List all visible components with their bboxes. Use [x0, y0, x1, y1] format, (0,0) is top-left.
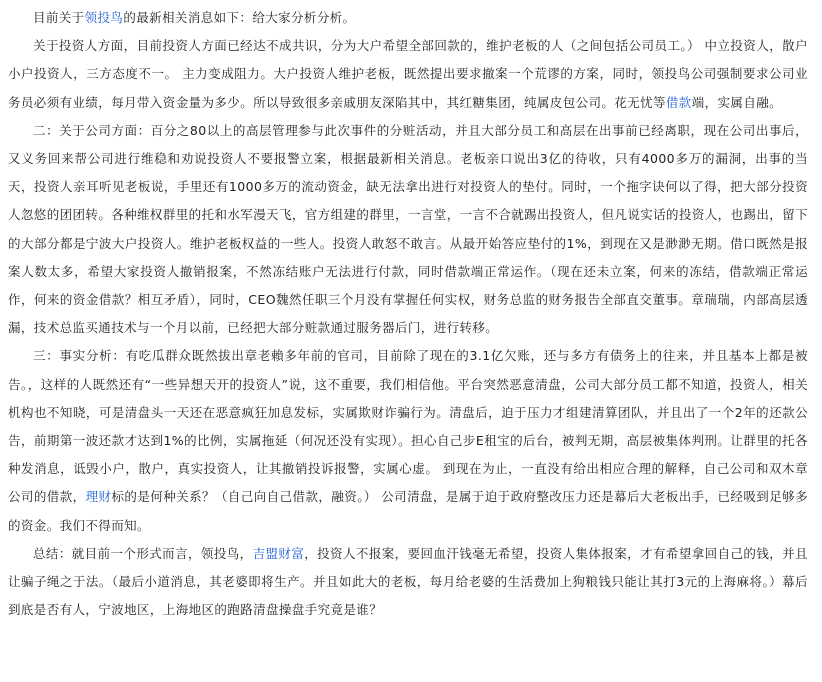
- summary-paragraph: [8, 540, 808, 625]
- facts-text-b: 标的是何种关系？（自己向自己借款，融资。） 公司清盘，是属于迫于政府整改压力还是幕后大老板出手，已经吸到足够多的资金。我们不得而知。: [8, 489, 808, 533]
- intro-text-after: 的最新相关消息如下：给大家分析分析。: [123, 10, 356, 25]
- jimeng-caifu-link[interactable]: 吉盟财富: [252, 545, 305, 561]
- investor-text-a: 关于投资人方面，目前投资人方面已经达不成共识，分为大户希望全部回款的，维护老板的人（之间包括公司员工。） 中立投资人，散户小户投资人，三方态度不一。 主力变成阻力。大户投资人维护老板，既然提出要求撤案一个荒谬的方案，同时，领投鸟公司强制要求公司业务员必须有业绩，每月带入资金量为多少。所以导致很多亲戚朋友深陷其中，其红糖集团，纯属皮包公司。花无忧等: [8, 38, 808, 110]
- investor-paragraph: [8, 32, 808, 117]
- licai-link[interactable]: 理财: [85, 489, 112, 505]
- company-paragraph: 二：关于公司方面：百分之80以上的高层管理参与此次事件的分赃活动，并且大部分员工和高层在出事前已经离职，现在公司出事后，又义务回来帮公司进行维稳和劝说投资人不要报警立案，根据最新相关消息。老板亲口说出3亿的待收，只有4000多万的漏洞，出事的当天，投资人亲耳听见老板说，手里还有1000多万的流动资金，缺无法拿出进行对投资人的垫付。同时，一个拖字诀何以了得，把大部分投资人忽悠的团团转。各种维权群里的托和水军漫天飞，官方组建的群里，一言堂，一言不合就踢出投资人，但凡说实话的投资人，也踢出，留下的大部分都是宁波大户投资人。维护老板权益的一些人。投资人敢怒不敢言。从最开始答应垫付的1%，到现在又是渺渺无期。借口既然是报案人数太多，希望大家投资人撤销报案，不然冻结账户无法进行付款，同时借款端正常运作。（现在还未立案，何来的冻结，借款端正常运作，何来的资金借款？相互矛盾），同时，CEO魏然任职三个月没有掌握任何实权，财务总监的财务报告全部直交董事。章瑞瑞，内部高层透漏，技术总监买通技术与一个月以前，已经把大部分赃款通过服务器后门，进行转移。: [8, 122, 808, 336]
- facts-paragraph: [8, 342, 808, 539]
- jiekuan-link[interactable]: 借款: [665, 94, 692, 110]
- facts-text-a: 三：事实分析：有吃瓜群众既然拔出章老賴多年前的官司，目前除了现在的3.1亿欠账，还与多方有债务上的往来，并且基本上都是被告。，这样的人既然还有“一些异想天开的投资人”说，这不重要，我们相信他。平台突然恶意清盘，公司大部分员工都不知道，投资人，相关机构也不知晓，可是清盘头一天还在恶意疯狂加息发标，实属欺财诈骗行为。清盘后，迫于压力才组建清算团队，并且出了一个2年的还款公告，前期第一波还款才达到1%的比例，实属拖延（何况还没有实现）。担心自己步E租宝的后台，被判无期，高层被集体判刑。让群里的托各种发消息，诋毁小户，散户，真实投资人，让其撤销投诉报警，实属心虚。 到现在为止，一直没有给出相应合理的解释，自己公司和双木章公司的借款，: [8, 348, 808, 505]
- summary-text-b: ，投资人不报案，要回血汗钱毫无希望，投资人集体报案，才有希望拿回自己的钱，并且让骗子绳之于法。（最后小道消息，其老婆即将生产。并且如此大的老板，每月给老婆的生活费加上狗粮钱只能让其打3元的上海麻将。）幕后到底是否有人，宁波地区，上海地区的跑路清盘操盘手究竟是谁？: [8, 545, 808, 618]
- intro-text-before: 目前关于: [33, 10, 85, 25]
- lingtouniao-link[interactable]: 领投鸟: [84, 10, 124, 25]
- intro-paragraph: [8, 4, 808, 32]
- summary-text-a: 总结：就目前一个形式而言，领投鸟，: [33, 545, 253, 561]
- investor-text-b: 端，实属自融。: [691, 94, 783, 110]
